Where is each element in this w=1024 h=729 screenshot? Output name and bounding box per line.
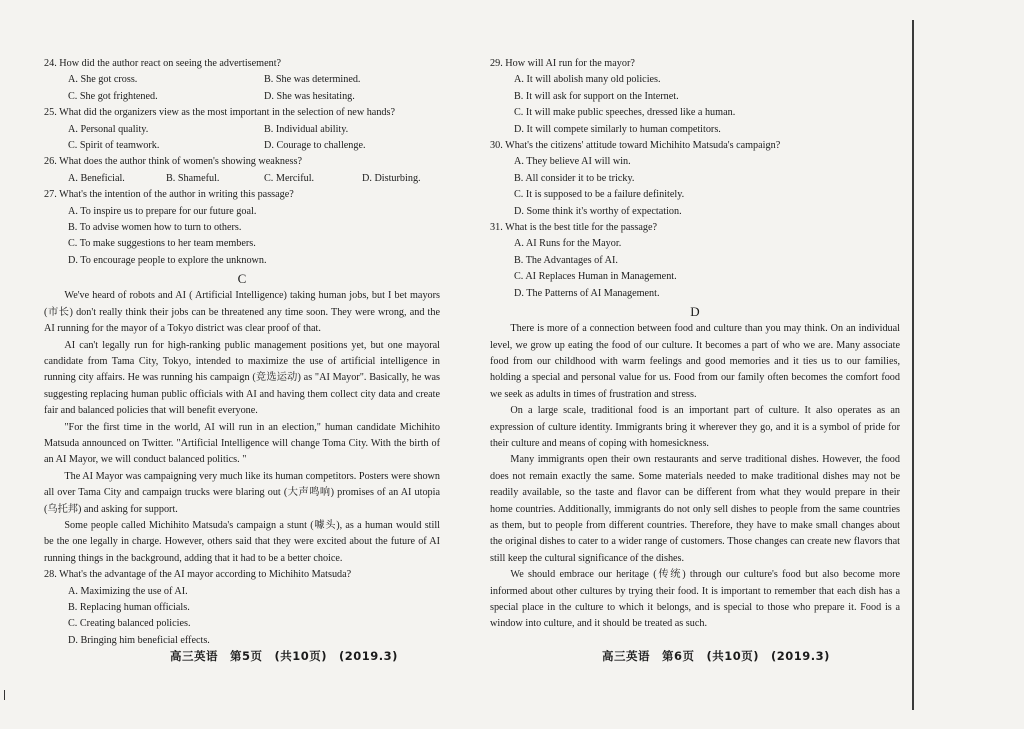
question-25 [44,105,440,154]
options [514,154,900,220]
option-c: C. It is supposed to be a failure definitely. [514,189,685,201]
option-b: B. Shameful. [166,172,220,184]
options [514,236,900,302]
question-text: 29. How will AI run for the mayor? [490,58,635,69]
options [514,72,900,138]
paragraph: There is more of a connection between food and culture than you may think. On an individual level, we grow up eating the food of our culture. It becomes a part of who we are. Many associate food from our childhood with warm feelings and good memories and it ties us to our families, holding a special and personal value for us. Food from our family often becomes the comfort food we seek as adults in times of frustration and stress. [490,323,900,400]
option-a: A. They believe AI will win. [514,156,631,168]
options [68,584,440,650]
options [68,72,440,105]
question-text: 28. What's the advantage of the AI mayor according to Michihito Matsuda? [44,569,352,581]
question-text: 25. What did the organizers view as the most important in the selection of new hands? [44,107,396,119]
options [68,171,440,187]
option-d: D. The Patterns of AI Management. [514,287,660,299]
option-b: B. It will ask for support on the Internet. [514,90,679,102]
page-footer: 高三英语 第6页 (共10页) (2019.3) [602,649,830,663]
page-edge-line [912,20,914,710]
option-a: A. AI Runs for the Mayor. [514,238,622,250]
option-c: C. To make suggestions to her team members. [68,238,256,250]
question-text: 27. What's the intention of the author in writing this passage? [44,189,294,201]
paragraph: AI can't legally run for high-ranking public management positions yet, but one mayoral candidate from Tama City, Tokyo, intended to maximize the use of artificial intelligence in running city affairs. He was running his campaign (竞选运动) as "AI Mayor". Basically, he was suggesting replacing human public officials with AI and having them collect city data and create fair and balanced policies that will benefit everyone. [44,339,440,417]
paragraph: The AI Mayor was campaigning very much like its human competitors. Posters were shown all over Tama City and campaign trucks were blaring out (大声鸣响) promises of an AI utopia (乌托邦) and asking for support. [44,470,440,515]
question-text: 26. What does the author think of women's showing weakness? [44,156,302,168]
option-d: D. Some think it's worthy of expectation. [514,205,682,217]
option-a: A. She got cross. [68,74,138,86]
option-d: D. To encourage people to explore the unknown. [68,254,267,266]
question-27 [44,187,440,269]
question-24 [44,56,440,105]
question-text: 24. How did the author react on seeing the advertisement? [44,58,282,69]
section-heading-d: D [690,304,700,320]
paragraph: "For the first time in the world, AI will run in an election," human candidate Michihito Matsuda announced on Twitter. "Artificial Intelligence will change Toma City. With the birth of an AI Mayor, we will conduct balanced politics. " [44,421,440,466]
option-c: C. It will make public speeches, dressed like a human. [514,107,736,119]
question-text: 30. What's the citizens' attitude toward Michihito Matsuda's campaign? [490,140,781,152]
options [68,122,440,155]
section-heading-c: C [237,271,247,287]
option-d: D. Bringing him beneficial effects. [68,634,210,646]
option-a: A. Personal quality. [68,123,149,135]
paragraph: We've heard of robots and AI ( Artificial Intelligence) taking human jobs, but I bet mayors (市长) don't really think their jobs can be threatened any time soon. They were wrong, and the AI running for the mayor of a Tokyo district was clear proof of that. [44,290,440,335]
option-a: A. To inspire us to prepare for our future goal. [68,205,257,217]
option-c: C. AI Replaces Human in Management. [514,271,677,283]
option-d: D. She was hesitating. [264,90,355,102]
passage-d [490,321,900,633]
option-c: C. Merciful. [264,172,315,184]
question-31 [490,220,900,302]
left-page [44,56,440,649]
passage-c [44,288,440,567]
option-c: C. Spirit of teamwork. [68,140,160,152]
paragraph: Some people called Michihito Matsuda's campaign a stunt (噱头), as a human would still be the one legally in charge. However, others said that they were excited about the future of AI running things in the background, adding that it had to be a better choice. [44,519,440,564]
option-b: B. Individual ability. [264,123,349,135]
paragraph: On a large scale, traditional food is an important part of culture. It also operates as an expression of culture identity. Immigrants bring it wherever they go, and it is a symbol of pride for their culture and means of coping with homesickness. [490,405,900,449]
question-28 [44,567,440,649]
option-d: D. It will compete similarly to human competitors. [514,123,721,135]
option-b: B. All consider it to be tricky. [514,172,635,184]
option-b: B. Replacing human officials. [68,602,190,613]
option-a: A. Beneficial. [68,172,125,184]
question-text: 31. What is the best title for the passage? [490,222,658,234]
paragraph: Many immigrants open their own restaurants and serve traditional dishes. However, the food does not remain exactly the same. Some materials needed to make traditional dishes may not be readily available, so the taste and flavor can be different from what they would prepare in their home countries. Additionally, immigrants do not only sell dishes to people from the same countries as them, but to people from different countries. Therefore, they have to make small changes about the original dishes to cater to a wider range of customers. Those changes can create new flavors that still keep the cultural significance of the dishes. [490,454,900,564]
option-b: B. She was determined. [264,74,361,86]
question-30 [490,138,900,220]
option-a: A. Maximizing the use of AI. [68,585,188,597]
question-26 [44,154,440,187]
page-footer: 高三英语 第5页 (共10页) (2019.3) [170,649,398,663]
option-b: B. The Advantages of AI. [514,254,618,266]
option-d: D. Disturbing. [362,172,421,184]
option-b: B. To advise women how to turn to others. [68,222,242,234]
option-d: D. Courage to challenge. [264,140,366,152]
option-a: A. It will abolish many old policies. [514,74,661,86]
margin-mark [4,690,5,700]
option-c: C. Creating balanced policies. [68,618,191,630]
options [68,204,440,270]
question-29 [490,56,900,138]
right-page [490,56,900,633]
option-c: C. She got frightened. [68,90,158,102]
paragraph: We should embrace our heritage (传统) through our culture's food but also become more informed about other cultures by trying their food. It is important to remember that each dish has a special place in the culture to which it belongs, and is special to those who prepare it. Food is a window into culture, and it should be treated as such. [490,569,900,630]
